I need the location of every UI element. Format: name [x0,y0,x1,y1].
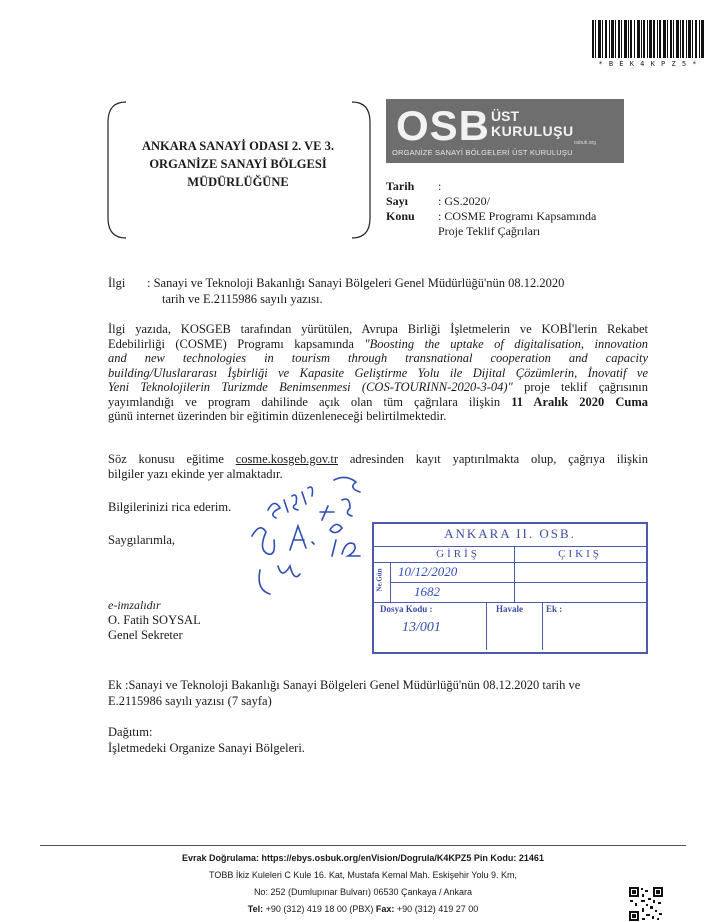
p1-line-5 [108,380,648,395]
stamp-vline-2 [514,546,515,602]
footer-divider [40,845,686,846]
stamp-vline-3 [486,602,487,650]
cosme-link[interactable]: cosme.kosgeb.gov.tr [235,452,339,466]
recipient-line-1: ANKARA SANAYİ ODASI 2. VE 3. [141,139,335,153]
distribution-label: Dağıtım: [108,725,153,739]
konu-label: Konu [386,209,415,223]
stamp-ek-label: Ek : [546,604,563,614]
barcode-code: * B E K 4 K P Z 5 * [598,60,698,68]
ilgi-line-1: : Sanayi ve Teknoloji Bakanlığı Sanayi Bölgeleri Genel Müdürlüğü'nün 08.12.2020 [147,276,565,290]
p1-line-2b: "Boosting the uptake of digitalisation, innovation [364,336,648,351]
tarih-label: Tarih [386,179,415,193]
logo-kurulusu-text: KURULUŞU [491,123,574,139]
attachment-line-1: Ek :Sanayi ve Teknoloji Bakanlığı Sanayi Bölgeleri Genel Müdürlüğü'nün 08.12.2020 tarih ve [108,678,581,692]
p1-line-5b: proje teklif çağrısının [512,380,648,394]
stamp-divider-4 [374,602,646,603]
recipient-line-2: ORGANİZE SANAYİ BÖLGESİ [149,157,327,171]
footer-address-2: No: 252 (Dumlupınar Bulvarı) 06530 Çankaya / Ankara [253,887,473,897]
p1-line-6b: 11 Aralık 2020 Cuma [511,394,648,409]
logo-osb-text: OSB [396,102,491,149]
footer-address-1: TOBB İkiz Kuleleri C Kule 16. Kat, Mustafa Kemal Mah. Eskişehir Yolu 9. Km, [209,870,517,880]
p1-line-5a: Yeni Teknolojilerin Turizmde Benimsenmesi (COS-TOURINN-2020-3-04)" [108,380,513,394]
stamp-giris: GİRİŞ [436,548,480,560]
p1-line-6 [108,395,648,410]
stamp-dosya-handwritten: 13/001 [402,620,441,635]
barcode-image [592,20,704,62]
tarih-value: : [438,179,442,193]
esign-text: e-imzalıdır [108,598,161,612]
logo-ust-text: ÜST [491,108,519,124]
stamp-cikis: ÇIKIŞ [558,548,602,560]
konu-value: : COSME Programı Kapsamında [438,209,597,223]
stamp-vline-4 [542,602,543,650]
stamp-divider-3 [390,582,646,583]
ilgi-label: İlgi [108,276,126,290]
konu-value-2: Proje Teklif Çağrıları [438,224,541,238]
footer-verification: Evrak Doğrulama: https://ebys.osbuk.org/enVision/Dogrula/K4KPZ5 Pin Kodu: 21461 [182,853,544,863]
recipient-line-3: MÜDÜRLÜĞÜNE [187,175,289,189]
request-text: Bilgilerinizi rica ederim. [108,500,232,514]
ilgi-line-2: tarih ve E.2115986 sayılı yazısı. [162,292,323,306]
paragraph-1 [108,322,648,424]
p1-line-1: İlgi yazıda, KOSGEB tarafından yürütülen, Avrupa Birliği İşletmelerin ve KOBİ'lerin Rekabet [108,322,648,336]
stamp-divider-1 [374,546,646,547]
footer-fax-value: +90 (312) 419 27 00 [394,904,479,914]
signer-name: O. Fatih SOYSAL [108,613,201,627]
footer-tel-label: Tel: [247,904,264,914]
p1-line-4: building/Uluslararası İşbirliği ve Kapasite Geliştirme Yolu ile Dijital Çözümlerin, İnovatif ve [108,365,648,380]
stamp-dosya-label: Dosya Kodu : [380,604,433,614]
p2-line-1 [108,452,648,467]
footer-tel-value: +90 (312) 419 18 00 (PBX) [263,904,376,914]
qr-code-icon [628,886,664,922]
logo-url-text: osbuk.org [574,140,596,146]
p2-line-2: bilgiler yazı ekinde yer almaktadır. [108,466,283,481]
regards-text: Saygılarımla, [108,533,175,547]
p1-line-2a: Edebilirliği (COSME) Programı kapsamında [108,336,365,351]
p1-line-2 [108,337,648,352]
p2-line-1a: Söz konusu eğitime [108,452,236,466]
logo-subtitle: ORGANİZE SANAYİ BÖLGELERİ ÜST KURULUŞU [392,148,573,157]
p1-line-3: and new technologies in tourism through transnational cooperation and capacity [108,351,648,365]
p1-line-7: günü internet üzerinden bir eğitimin düzenleneceği belirtilmektedir. [108,409,447,423]
stamp-side-label: Ne.Gün [375,568,384,592]
stamp-header: ANKARA II. OSB. [444,526,576,541]
stamp-number-handwritten: 1682 [414,584,440,599]
sayi-label: Sayı [386,194,409,208]
paragraph-2 [108,452,648,481]
footer-fax-label: Fax: [375,904,395,914]
p1-line-6a: yayımlandığı ve program dahilinde açık olan tüm çağrılara ilişkin [108,394,512,409]
handwritten-annotation [238,470,378,620]
stamp-divider-2 [374,562,646,563]
footer-contact [0,904,726,914]
stamp-havale-label: Havale [496,604,523,614]
signer-title: Genel Sekreter [108,628,183,642]
attachment-line-2: E.2115986 sayılı yazısı (7 sayfa) [108,694,272,708]
distribution-value: İşletmedeki Organize Sanayi Bölgeleri. [108,741,305,755]
incoming-stamp [372,522,648,654]
sayi-value: : GS.2020/ [438,194,491,208]
p2-line-1b: adresinden kayıt yaptırılmakta olup, çağrıya ilişkin [338,452,648,466]
recipient-address [114,137,362,191]
stamp-date-handwritten: 10/12/2020 [398,564,458,579]
